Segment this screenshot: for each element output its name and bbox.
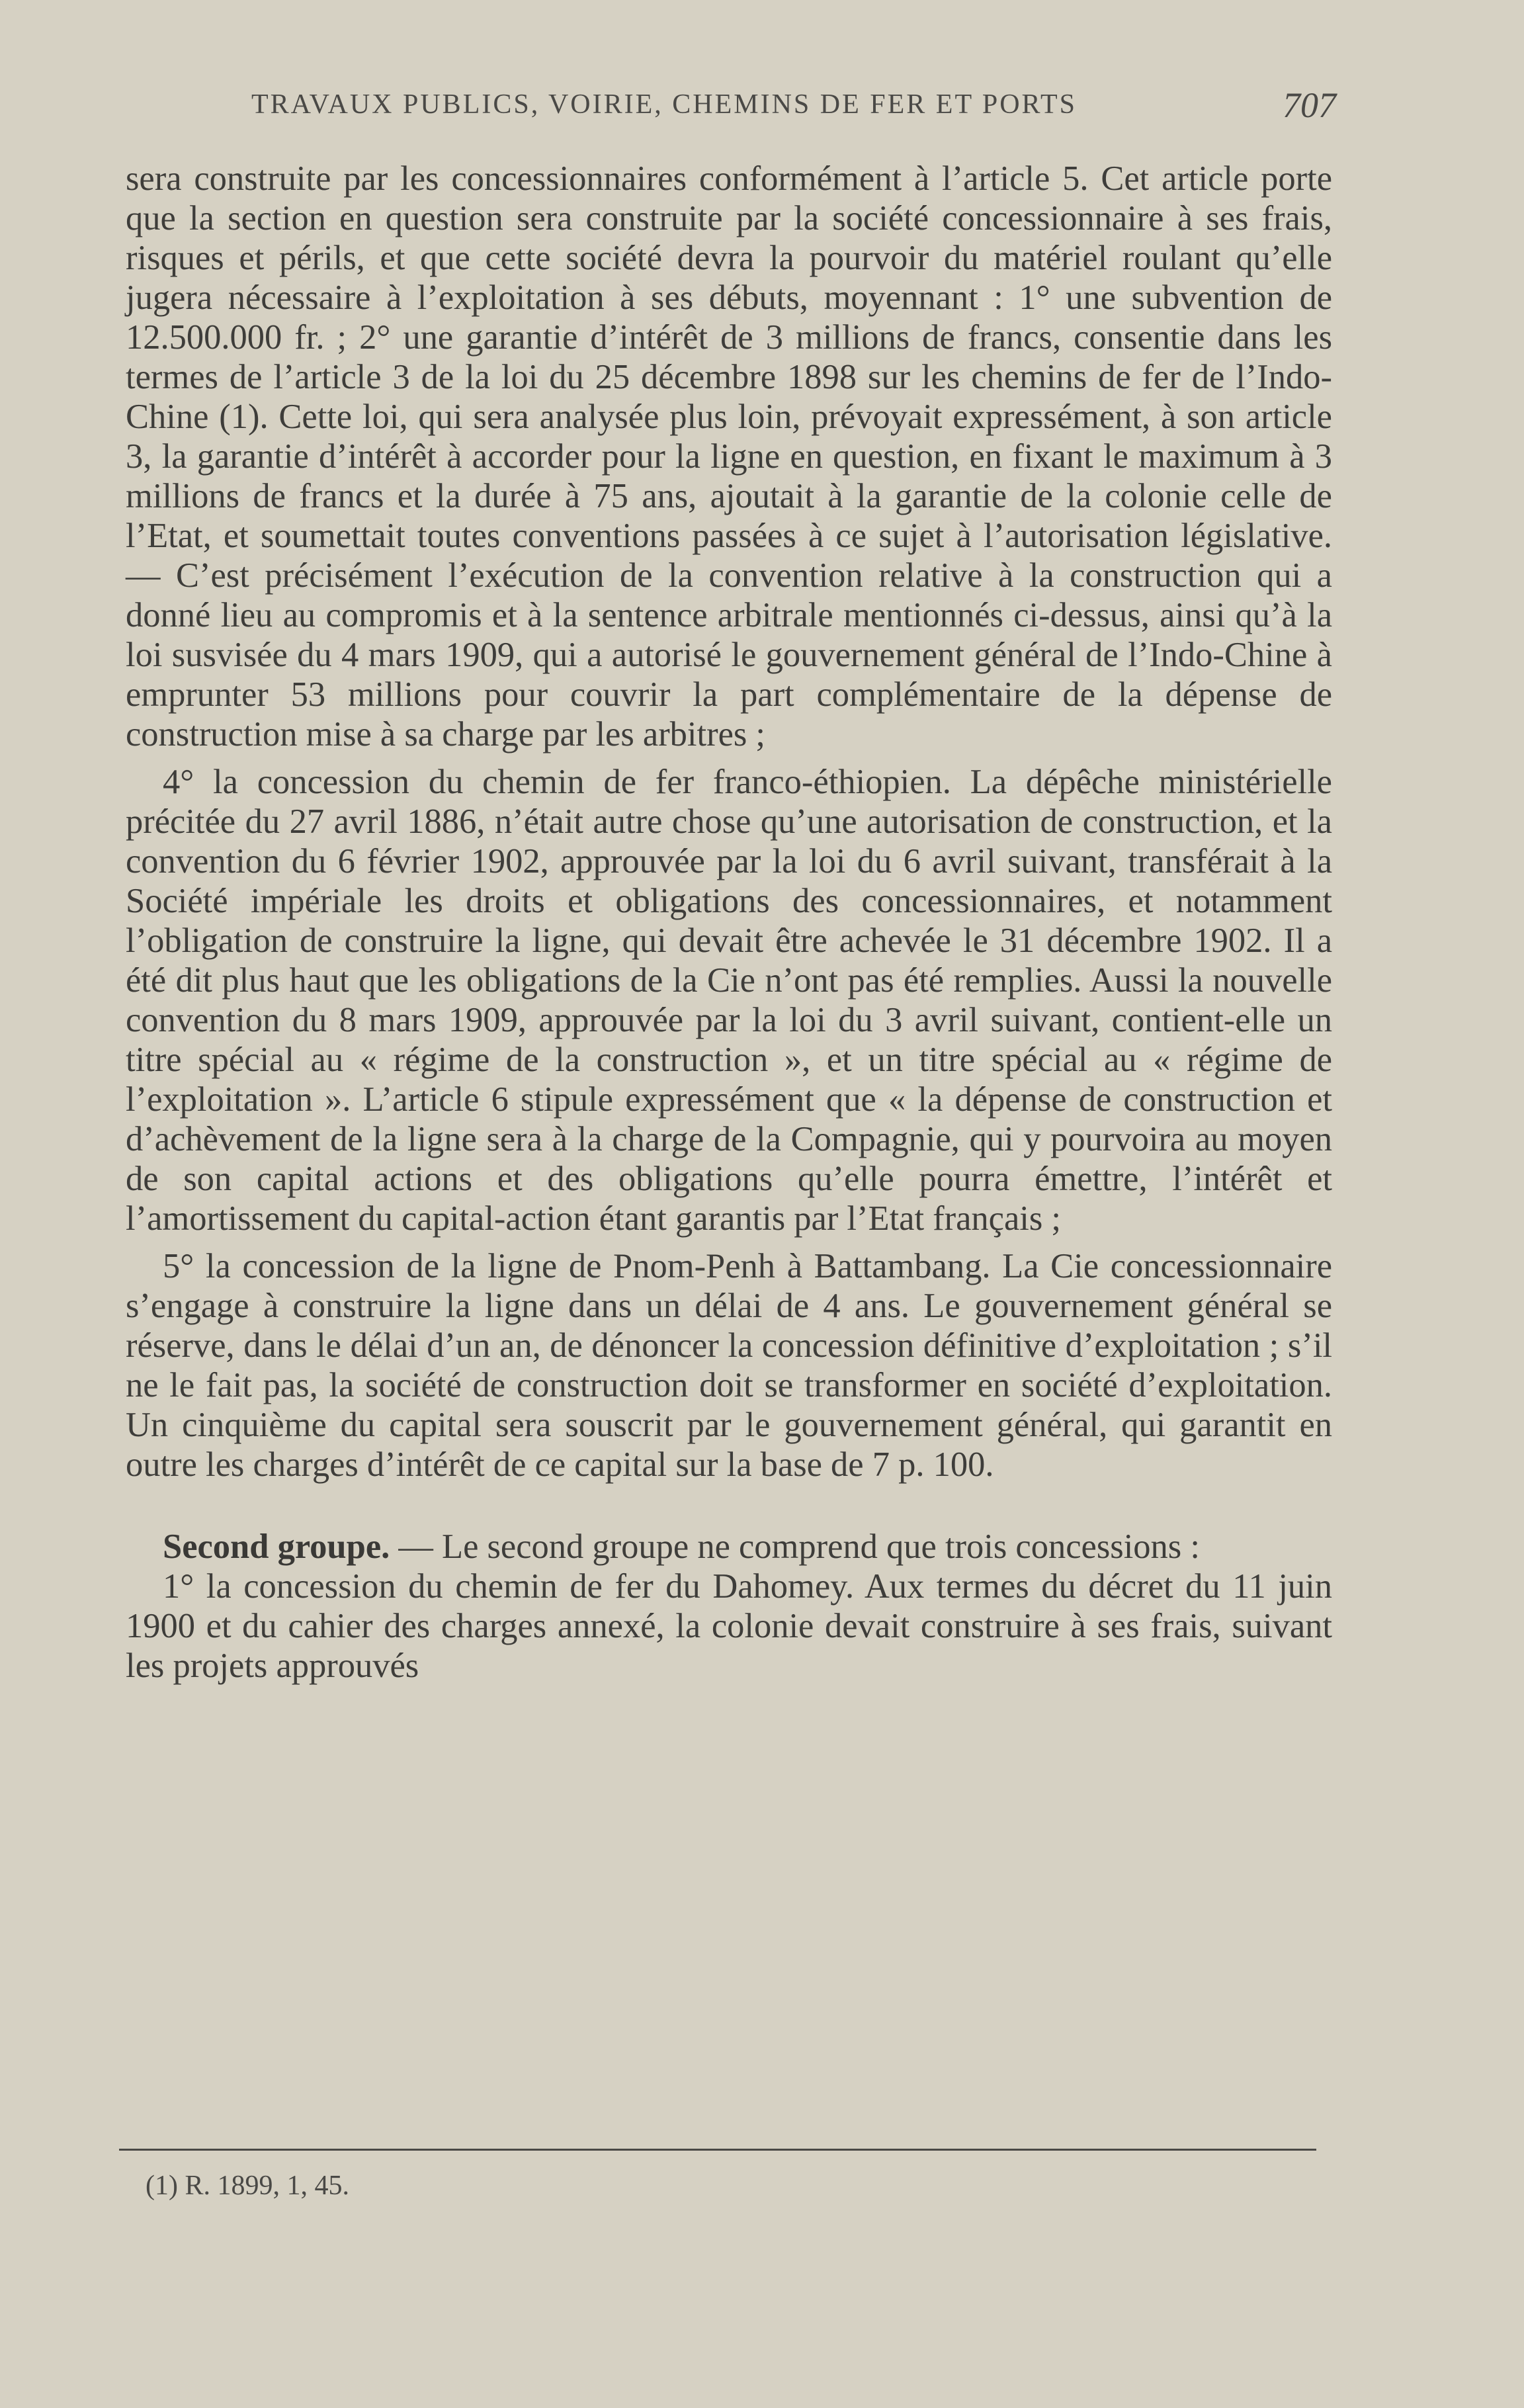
footnote: (1) R. 1899, 1, 45. [146,2171,349,2201]
section-intro: — Le second groupe ne comprend que trois concessions : [390,1527,1200,1566]
paragraph-continuation: sera construite par les concessionnaires conformément à l’article 5. Cet article porte que la section en question sera construite par la société concessionnaire à ses frais, risques et périls, et que cette société devra la pourvoir du matériel roulant qu’elle jugera nécessaire à l’exploitation à ses débuts, moyennant : 1° une subvention de 12.500.000 fr. ; 2° une garantie d’intérêt de 3 millions de francs, consentie dans les termes de l’article 3 de la loi du 25 décembre 1898 sur les chemins de fer de l’Indo-Chine (1). Cette loi, qui sera analysée plus loin, prévoyait expressément, à son article 3, la garantie d’intérêt à accorder pour la ligne en question, en fixant le maximum à 3 millions de francs et la durée à 75 ans, ajoutait à la garantie de la colonie celle de l’Etat, et soumettait toutes conventions passées à ce sujet à l’autorisation législative. — C’est précisément l’exécution de la convention relative à la construction qui a donné lieu au compromis et à la sentence arbitrale mentionnés ci-dessus, ainsi qu’à la loi susvisée du 4 mars 1909, qui a autorisé le gouvernement général de l’Indo-Chine à emprunter 53 millions pour couvrir la part complémentaire de la dépense de construction mise à sa charge par les arbitres ; [126,159,1332,753]
section-heading: Second groupe. [163,1527,390,1566]
paragraph-dahomey: 1° la concession du chemin de fer du Dahomey. Aux termes du décret du 11 juin 1900 et du cahier des charges annexé, la colonie devait construire à ses frais, suivant les projets approuvés [126,1567,1332,1685]
running-head [251,85,1336,131]
running-title: TRAVAUX PUBLICS, VOIRIE, CHEMINS DE FER ET PORTS [251,89,1078,120]
section-second-group [126,1527,1332,1567]
body-text [126,159,1332,1686]
paragraph-pnom-penh: 5° la concession de la ligne de Pnom-Penh à Battambang. La Cie concessionnaire s’engage à construire la ligne dans un délai de 4 ans. Le gouvernement général se réserve, dans le délai d’un an, de dénoncer la concession définitive d’exploitation ; s’il ne le fait pas, la société de construction doit se transformer en société d’exploitation. Un cinquième du capital sera souscrit par le gouvernement général, qui garantit en outre les charges d’intérêt de ce capital sur la base de 7 p. 100. [126,1247,1332,1484]
paragraph-franco-ethiopien: 4° la concession du chemin de fer franco-éthiopien. La dépêche ministérielle précitée du 27 avril 1886, n’était autre chose qu’une autorisation de construction, et la convention du 6 février 1902, approuvée par la loi du 6 avril suivant, transférait à la Société impériale les droits et obligations des concessionnaires, et notamment l’obligation de construire la ligne, qui devait être achevée le 31 décembre 1902. Il a été dit plus haut que les obligations de la Cie n’ont pas été remplies. Aussi la nouvelle convention du 8 mars 1909, approuvée par la loi du 3 avril suivant, contient-elle un titre spécial au « régime de la construction », et un titre spécial au « régime de l’exploitation ». L’article 6 stipule expressément que « la dépense de construction et d’achèvement de la ligne sera à la charge de la Compagnie, qui y pourvoira au moyen de son capital actions et des obligations qu’elle pourra émettre, l’intérêt et l’amortissement du capital-action étant garantis par l’Etat français ; [126,763,1332,1238]
page-number: 707 [1283,85,1336,125]
footnote-rule [119,2149,1316,2151]
